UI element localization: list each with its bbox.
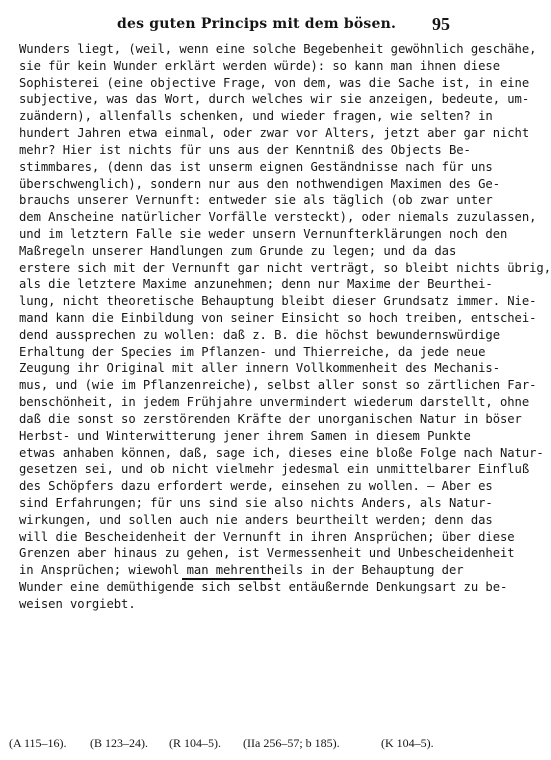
text-line: Wunders liegt, (weil, wenn eine solche Begebenheit gewöhnlich geschähe, [19,42,537,56]
text-line: Sophisterei (eine objective Frage, von dem, was die Sache ist, in eine [19,75,530,90]
footer-reference: (K 104–5). [381,736,434,750]
text-line: gesetzen sei, und ob nicht vielmehr jedesmal ein unmittelbarer Einfluß [19,462,530,477]
text-line: hundert Jahren etwa einmal, oder zwar vor Alters, jetzt aber gar nicht [19,126,530,141]
page-number: 95 [432,14,450,34]
text-line: brauchs unserer Vernunft: entweder sie als täglich (ob zwar unter [19,193,493,208]
text-line: subjective, was das Wort, durch welches wir sie anzeigen, bedeute, um- [19,92,530,107]
text-line: mehr? Hier ist nichts für uns aus der Kenntniß des Objects Be- [19,142,471,157]
text-line: Maßregeln unserer Handlungen zum Grunde zu legen; und da das [19,243,457,258]
text-line: sind Erfahrungen; für uns sind sie also nichts Anders, als Natur- [19,495,493,510]
text-line: wirkungen, und sollen auch nie anders beurtheilt werden; denn das [19,512,493,527]
text-line: erstere sich mit der Vernunft gar nicht verträgt, so bleibt nichts übrig, [19,260,551,275]
footer-reference: (A 115–16). [9,736,67,750]
text-line: als die letztere Maxime anzunehmen; denn nur Maxime der Beurthei- [19,277,493,292]
text-line: Grenzen aber hinaus zu gehen, ist Vermessenheit und Unbescheidenheit [19,546,515,561]
body-text [19,41,551,613]
text-line: zuändern), allenfalls schenken, und wieder fragen, wie selten? in [19,109,493,124]
text-line: überschwenglich), sondern nur aus den nothwendigen Maximen des Ge- [19,176,500,191]
text-line: und im letztern Falle sie weder unsern Vernunfterklärungen noch den [19,226,508,241]
footer-reference: (R 104–5). [169,736,221,750]
text-line: in Ansprüchen; wiewohl man mehrentheils in der Behauptung der [19,563,464,578]
text-line: Herbst- und Winterwitterung jener ihrem Samen in diesem Punkte [19,428,471,443]
text-line: dend aussprechen zu wollen: daß z. B. die höchst bewundernswürdige [19,327,500,342]
text-line: Wunder eine demüthigende sich selbst entäußernde Denkungsart zu be- [19,580,508,594]
text-line: etwas anhaben können, daß, sage ich, dieses eine bloße Folge nach Natur- [19,445,544,460]
footer-reference: (IIa 256–57; b 185). [243,736,340,750]
text-line: Zeugung ihr Original mit aller innern Vollkommenheit des Mechanis- [19,361,500,376]
text-line: des Schöpfers dazu erfordert werde, einsehen zu wollen. — Aber es [19,479,493,494]
text-line: will die Bescheidenheit der Vernunft in ihren Ansprüchen; über diese [19,529,515,544]
text-line: Erhaltung der Species im Pflanzen- und Thierreiche, da jede neue [19,344,486,359]
footer-reference: (B 123–24). [90,736,148,750]
text-line: lung, nicht theoretische Behauptung bleibt dieser Grundsatz immer. Nie- [19,294,537,309]
text-line: daß die sonst so zerstörenden Kräfte der unorganischen Natur in böser [19,411,522,426]
text-line: mand kann die Einbildung von seiner Einsicht so hoch treiben, entschei- [19,311,537,325]
text-line: sie für kein Wunder erklärt werden würde): so kann man ihnen diese [19,58,500,73]
running-title: des guten Princips mit dem bösen. [117,16,397,32]
text-line: dem Anscheine natürlicher Vorfälle versteckt), oder niemals zuzulassen, [19,210,537,225]
text-line: mus, und (wie im Pflanzenreiche), selbst aller sonst so zärtlichen Far- [19,378,537,393]
text-line: weisen vorgiebt. [19,596,136,611]
edition-references-footer [0,736,489,756]
text-line: stimmbares, (denn das ist unserm eignen Geständnisse nach für uns [19,159,493,174]
text-line: benschönheit, in jedem Frühjahre unvermindert wiederum darstellt, ohne [19,395,530,410]
running-header [0,14,489,36]
section-separator-rule [182,578,271,580]
